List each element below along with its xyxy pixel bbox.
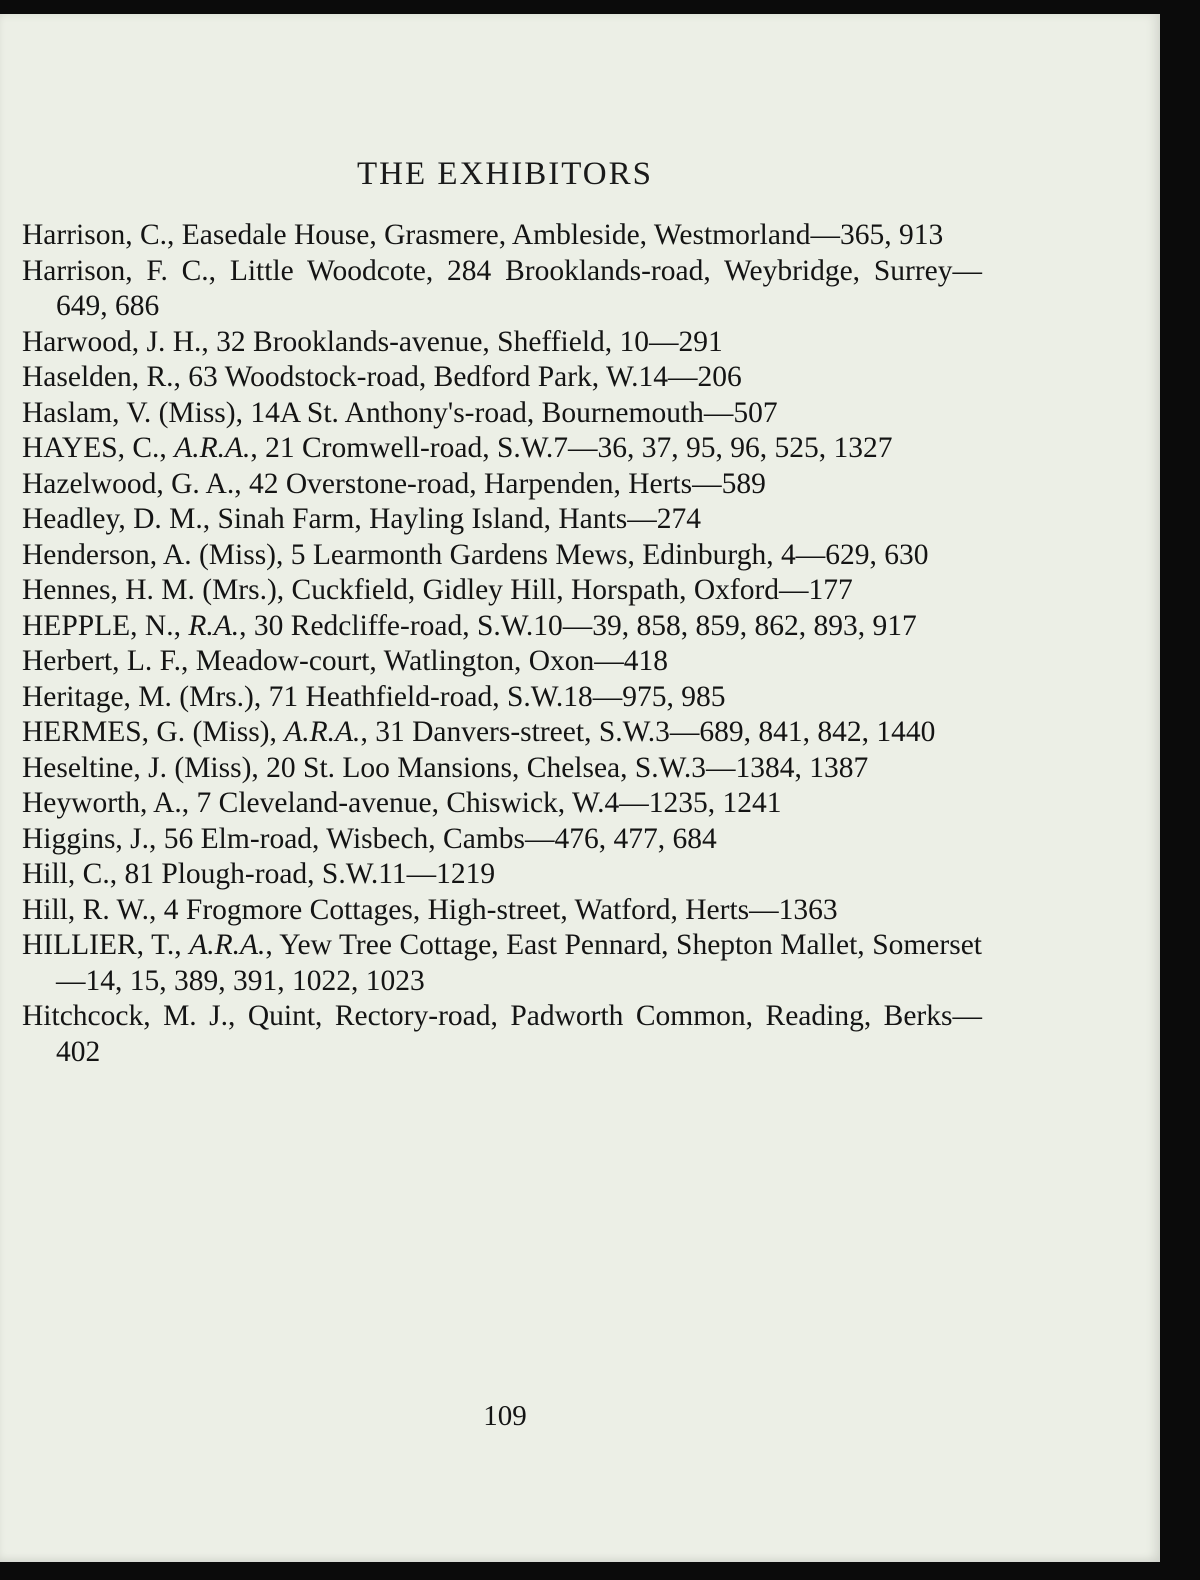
exhibitor-entry: Harrison, F. C., Little Woodcote, 284 Brooklands-road, Weybridge, Surrey—649, 686: [22, 254, 982, 322]
exhibitor-entry: Hill, C., 81 Plough-road, S.W.11—1219: [22, 858, 496, 890]
page-title: THE EXHIBITORS: [357, 156, 653, 192]
exhibitor-entry: Harwood, J. H., 32 Brooklands-avenue, Sheffield, 10—291: [22, 325, 723, 358]
exhibitor-entry: Hitchcock, M. J., Quint, Rectory-road, Padworth Common, Reading, Berks—402: [22, 1000, 982, 1068]
exhibitor-entry: Higgins, J., 56 Elm-road, Wisbech, Cambs—476, 477, 684: [22, 822, 717, 855]
exhibitor-entry: Hill, R. W., 4 Frogmore Cottages, High-street, Watford, Herts—1363: [22, 893, 838, 926]
exhibitor-entry: Headley, D. M., Sinah Farm, Hayling Island, Hants—274: [22, 503, 701, 535]
academic-title: A.R.A.: [284, 716, 361, 748]
exhibitor-entry: Harrison, C., Easedale House, Grasmere, Ambleside, Westmorland—365, 913: [22, 219, 944, 251]
exhibitor-entry: Heyworth, A., 7 Cleveland-avenue, Chiswick, W.4—1235, 1241: [22, 787, 782, 819]
academic-title: A.R.A.: [189, 929, 266, 961]
page-number: 109: [483, 1400, 527, 1432]
exhibitor-entry: HILLIER, T., A.R.A., Yew Tree Cottage, East Pennard, Shepton Mallet, Somerset—14, 15, 389, 391, 1022, 1023: [22, 929, 982, 997]
exhibitor-entry: HEPPLE, N., R.A., 30 Redcliffe-road, S.W.10—39, 858, 859, 862, 893, 917: [22, 609, 917, 642]
academic-title: R.A.: [188, 609, 240, 642]
exhibitor-entry: Hennes, H. M. (Mrs.), Cuckfield, Gidley Hill, Horspath, Oxford—177: [22, 574, 853, 606]
exhibitor-entry: Haslam, V. (Miss), 14A St. Anthony's-road, Bournemouth—507: [22, 396, 778, 429]
exhibitor-entry: HAYES, C., A.R.A., 21 Cromwell-road, S.W.7—36, 37, 95, 96, 525, 1327: [22, 432, 893, 464]
page-sheet: [0, 14, 1160, 1562]
exhibitor-list: [22, 218, 982, 1070]
exhibitor-entry: Herbert, L. F., Meadow-court, Watlington, Oxon—418: [22, 645, 669, 677]
academic-title: A.R.A.: [174, 432, 251, 464]
exhibitor-entry: Haselden, R., 63 Woodstock-road, Bedford Park, W.14—206: [22, 361, 742, 393]
exhibitor-entry: Heseltine, J. (Miss), 20 St. Loo Mansions, Chelsea, S.W.3—1384, 1387: [22, 751, 869, 784]
exhibitor-entry: HERMES, G. (Miss), A.R.A., 31 Danvers-street, S.W.3—689, 841, 842, 1440: [22, 716, 936, 748]
exhibitor-entry: Henderson, A. (Miss), 5 Learmonth Gardens Mews, Edinburgh, 4—629, 630: [22, 538, 929, 571]
exhibitor-entry: Hazelwood, G. A., 42 Overstone-road, Harpenden, Herts—589: [22, 467, 766, 500]
exhibitor-entry: Heritage, M. (Mrs.), 71 Heathfield-road, S.W.18—975, 985: [22, 680, 726, 713]
